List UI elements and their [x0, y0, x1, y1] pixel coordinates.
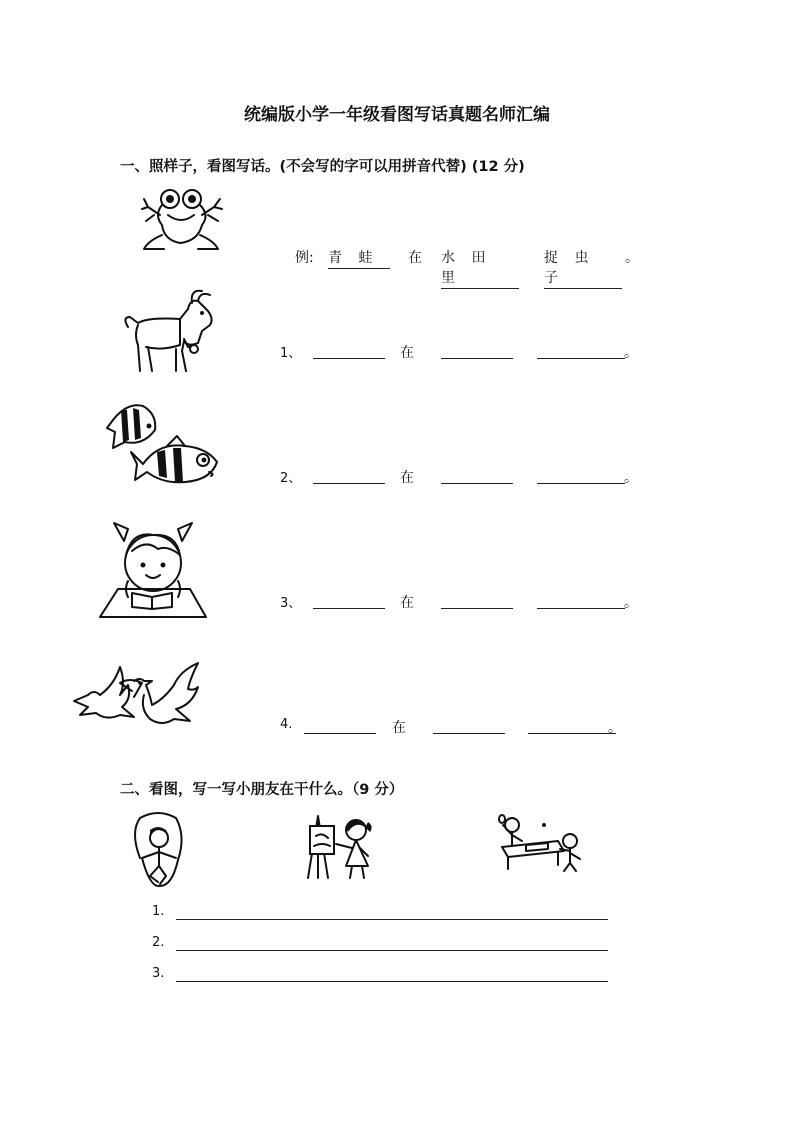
item-1-at: 在 [400, 345, 414, 361]
answer-2-number: 2. [152, 935, 165, 950]
item-2-blank-what[interactable] [537, 482, 625, 484]
answer-3-line[interactable] [176, 980, 608, 982]
item-1-blank-who[interactable] [313, 357, 385, 359]
item-4-number: 4. [280, 717, 293, 732]
section-1-heading: 一、照样子，看图写话。(不会写的字可以用拼音代替) (12 分) [120, 159, 525, 175]
item-1-blank-what[interactable] [537, 357, 625, 359]
painting-girl-icon [302, 812, 384, 880]
item-4-blank-where[interactable] [433, 732, 505, 734]
item-4-end: 。 [608, 720, 622, 736]
item-2-at: 在 [400, 470, 414, 486]
answer-2-line[interactable] [176, 949, 608, 951]
girl-reading-icon [98, 517, 208, 623]
item-4-blank-who[interactable] [304, 732, 376, 734]
item-1-blank-where[interactable] [441, 357, 513, 359]
example-at: 在 [408, 250, 422, 266]
item-1-number: 1、 [280, 346, 302, 361]
example-who: 青 蛙 [328, 247, 390, 269]
example-end: 。 [625, 250, 639, 266]
example-what: 捉 虫 子 [544, 247, 622, 289]
jump-rope-kid-icon [130, 812, 188, 888]
ping-pong-kids-icon [498, 813, 586, 873]
answer-1-line[interactable] [176, 918, 608, 920]
example-prefix: 例: [295, 250, 314, 266]
frog-icon [140, 185, 225, 253]
answer-3-number: 3. [152, 966, 165, 981]
item-2-number: 2、 [280, 471, 302, 486]
item-4-blank-what[interactable] [528, 732, 616, 734]
item-2-blank-where[interactable] [441, 482, 513, 484]
answer-1-number: 1. [152, 904, 165, 919]
item-2-end: 。 [624, 470, 638, 486]
item-1-end: 。 [624, 345, 638, 361]
item-3-blank-what[interactable] [537, 607, 625, 609]
doves-icon [70, 655, 200, 727]
item-3-blank-who[interactable] [313, 607, 385, 609]
fish-icon [107, 402, 222, 486]
item-3-at: 在 [400, 595, 414, 611]
section-2-heading: 二、看图，写一写小朋友在干什么。（9 分） [120, 782, 404, 798]
item-3-number: 3、 [280, 596, 302, 611]
item-3-blank-where[interactable] [441, 607, 513, 609]
item-4-at: 在 [392, 720, 406, 736]
item-2-blank-who[interactable] [313, 482, 385, 484]
item-3-end: 。 [624, 595, 638, 611]
page-title: 统编版小学一年级看图写话真题名师汇编 [244, 105, 550, 125]
goat-icon [118, 287, 218, 375]
example-where: 水 田 里 [441, 247, 519, 289]
